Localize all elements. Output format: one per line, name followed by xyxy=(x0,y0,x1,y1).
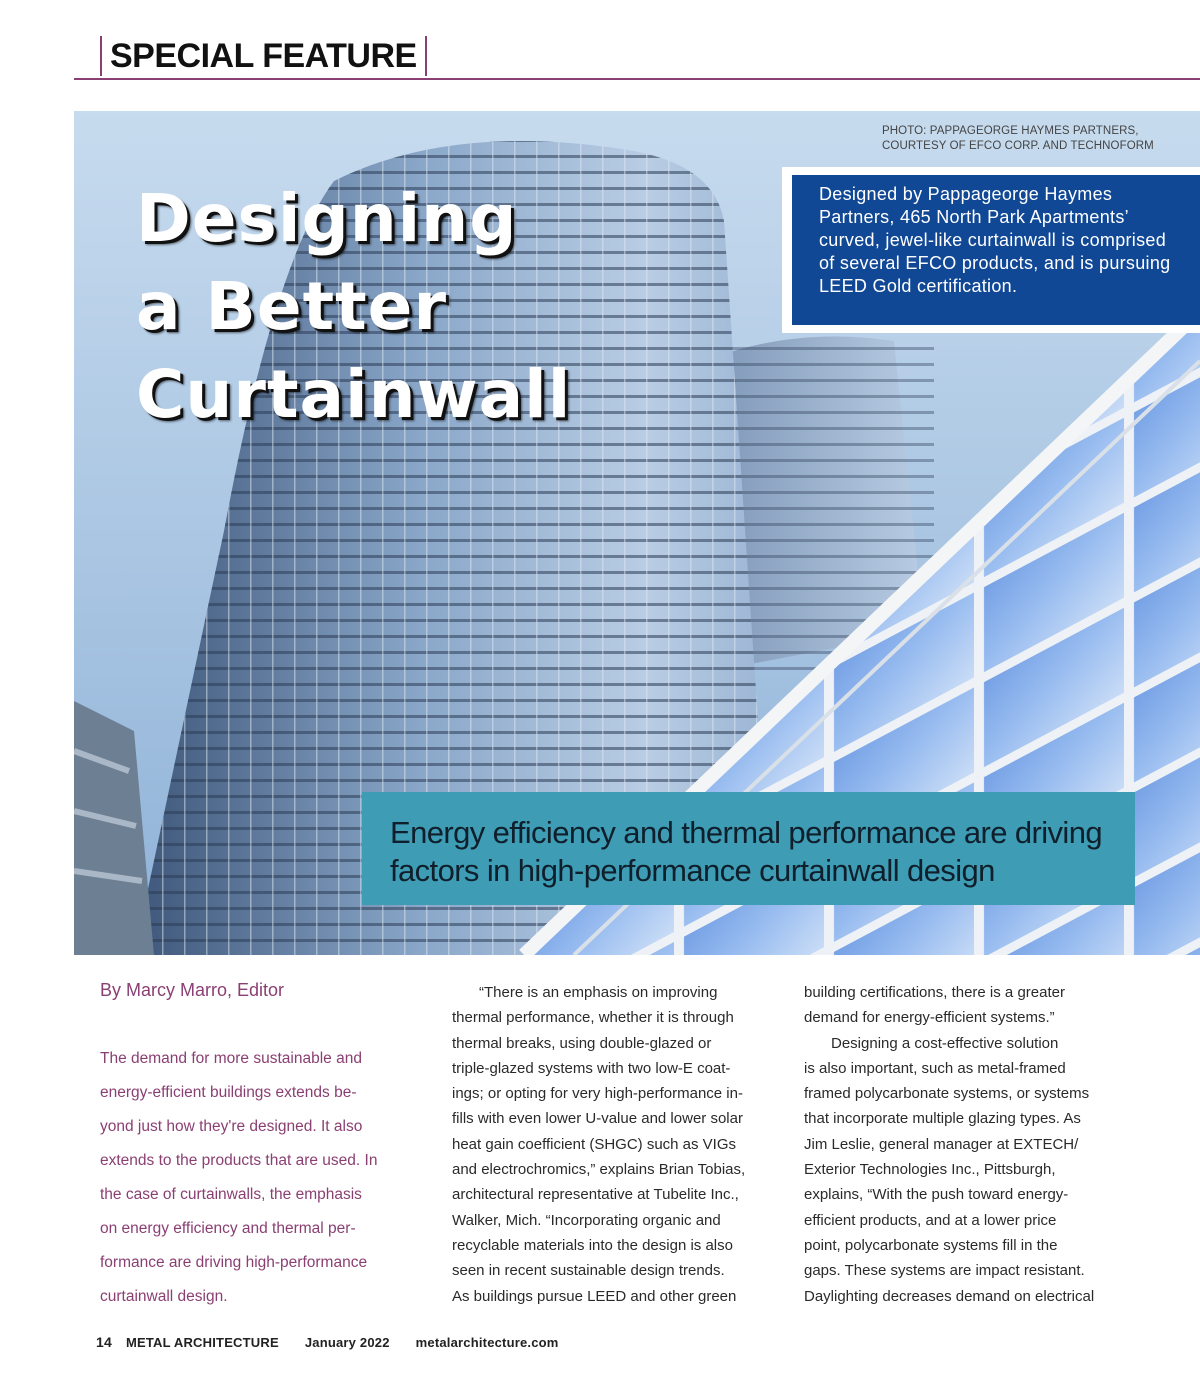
article-headline xyxy=(136,175,756,439)
body-line: gaps. These systems are impact resistant. xyxy=(804,1262,1085,1280)
intro-paragraph xyxy=(100,1042,425,1314)
intro-line: the case of curtainwalls, the emphasis xyxy=(100,1186,362,1203)
body-line: is also important, such as metal-framed xyxy=(804,1059,1066,1077)
photo-caption: Designed by Pappageorge Haymes Partners, 465 North Park Apartments’ curved, jewel-like curtainwall is comprised of several EFCO products, and is pursuing LEED Gold certification. xyxy=(792,175,1200,325)
body-line: triple-glazed systems with two low-E coat- xyxy=(452,1059,731,1077)
intro-line: extends to the products that are used. In xyxy=(100,1152,378,1169)
body-line: As buildings pursue LEED and other green xyxy=(452,1287,737,1305)
body-line: explains, “With the push toward energy- xyxy=(804,1186,1069,1204)
section-header xyxy=(74,36,1200,80)
photo-credit-line: COURTESY OF EFCO CORP. AND TECHNOFORM xyxy=(882,140,1154,152)
body-column-2 xyxy=(452,980,787,1309)
body-line: fills with even lower U-value and lower solar xyxy=(452,1110,743,1128)
body-line: Daylighting decreases demand on electrical xyxy=(804,1287,1095,1305)
website: metalarchitecture.com xyxy=(415,1334,559,1350)
intro-line: curtainwall design. xyxy=(100,1288,228,1305)
intro-line: on energy efficiency and thermal per- xyxy=(100,1220,356,1237)
intro-line: formance are driving high-performance xyxy=(100,1254,368,1271)
body-line: Exterior Technologies Inc., Pittsburgh, xyxy=(804,1161,1056,1179)
issue-date: January 2022 xyxy=(304,1334,390,1350)
photo-caption-box xyxy=(782,167,1200,333)
body-line: Jim Leslie, general manager at EXTECH/ xyxy=(804,1135,1079,1153)
body-line: thermal breaks, using double-glazed or xyxy=(452,1034,712,1052)
hero-photo xyxy=(74,111,1200,955)
headline-line: Designing xyxy=(136,180,518,257)
byline: By Marcy Marro, Editor xyxy=(100,980,285,1000)
section-label: SPECIAL FEATURE xyxy=(100,36,427,76)
intro-line: yond just how they're designed. It also xyxy=(100,1118,363,1135)
body-line: building certifications, there is a greater xyxy=(804,984,1065,1001)
body-line: demand for energy-efficient systems.” xyxy=(804,1009,1055,1027)
body-line: ings; or opting for very high-performance in- xyxy=(452,1085,743,1103)
magazine-name: METAL ARCHITECTURE xyxy=(125,1334,279,1350)
body-line: framed polycarbonate systems, or systems xyxy=(804,1085,1090,1103)
page-number: 14 xyxy=(96,1334,112,1350)
photo-credit xyxy=(882,124,1182,154)
body-line: efficient products, and at a lower price xyxy=(804,1211,1057,1229)
photo-credit-line: PHOTO: PAPPAGEORGE HAYMES PARTNERS, xyxy=(882,125,1139,137)
body-line: recyclable materials into the design is also xyxy=(452,1236,733,1254)
body-column-3 xyxy=(804,980,1139,1309)
header-rule xyxy=(74,78,1200,80)
body-line: “There is an emphasis on improving xyxy=(479,984,718,1001)
article-deck: Energy efficiency and thermal performance are driving factors in high-performance curtainwall design xyxy=(362,792,1135,905)
body-line: Walker, Mich. “Incorporating organic and xyxy=(452,1211,721,1229)
body-line: architectural representative at Tubelite Inc., xyxy=(452,1186,739,1204)
body-line: Designing a cost-effective solution xyxy=(831,1034,1059,1052)
body-line: and electrochromics,” explains Brian Tobias, xyxy=(452,1161,746,1179)
body-line: point, polycarbonate systems fill in the xyxy=(804,1236,1058,1254)
headline-line: a Better xyxy=(136,268,447,345)
intro-line: The demand for more sustainable and xyxy=(100,1050,362,1067)
intro-line: energy-efficient buildings extends be- xyxy=(100,1084,357,1101)
body-line: that incorporate multiple glazing types. As xyxy=(804,1110,1081,1128)
headline-line: Curtainwall xyxy=(136,356,572,433)
body-line: thermal performance, whether it is through xyxy=(452,1009,734,1027)
body-line: heat gain coefficient (SHGC) such as VIGs xyxy=(452,1135,737,1153)
body-line: seen in recent sustainable design trends. xyxy=(452,1262,725,1280)
page-footer xyxy=(96,1331,559,1353)
